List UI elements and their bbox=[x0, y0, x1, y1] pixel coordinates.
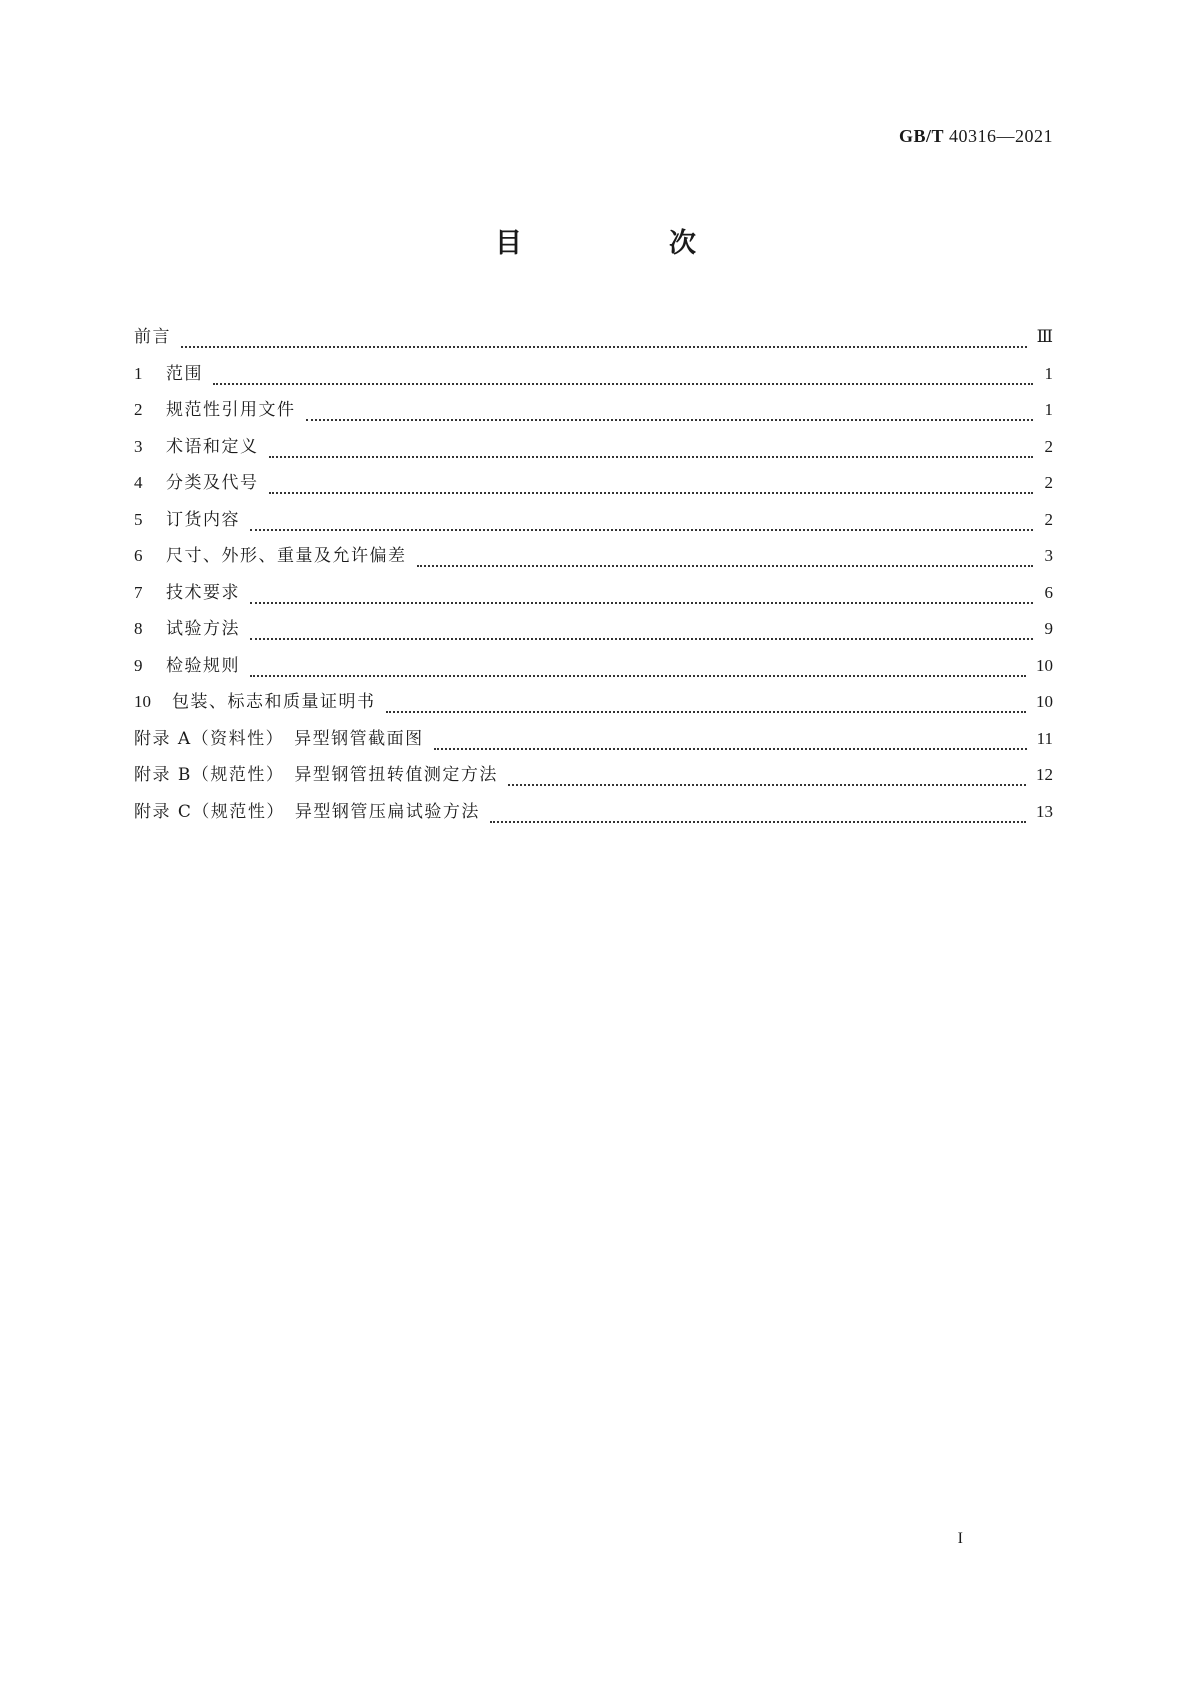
toc-entry-label: 分类及代号 bbox=[166, 473, 259, 493]
page-number: I bbox=[957, 1530, 963, 1547]
toc-entry-normative-references[interactable] bbox=[134, 399, 1053, 436]
dot-leader bbox=[417, 557, 1034, 569]
toc-entry-label: 附录 A（资料性） 异型钢管截面图 bbox=[134, 728, 424, 749]
toc-entry-ordering[interactable] bbox=[134, 509, 1053, 546]
toc-entry-label: 附录 B（规范性） 异型钢管扭转值测定方法 bbox=[134, 765, 498, 785]
dot-leader bbox=[213, 375, 1033, 387]
standard-prefix: GB/T bbox=[898, 126, 944, 146]
toc-entry-page: 3 bbox=[1044, 546, 1053, 565]
toc-entry-annex-a[interactable] bbox=[134, 728, 1053, 765]
toc-entry-terms-definitions[interactable] bbox=[134, 436, 1053, 473]
toc-entry-dimensions[interactable] bbox=[134, 545, 1053, 582]
toc-entry-packaging[interactable] bbox=[134, 691, 1053, 728]
toc-entry-number: 5 bbox=[134, 509, 143, 529]
toc-entry-page: 1 bbox=[1044, 400, 1053, 419]
toc-entry-number: 3 bbox=[134, 436, 143, 456]
table-of-contents bbox=[134, 326, 1053, 837]
toc-entry-label: 订货内容 bbox=[166, 509, 240, 530]
toc-entry-label: 术语和定义 bbox=[166, 436, 259, 457]
toc-entry-foreword[interactable] bbox=[134, 326, 1053, 363]
toc-entry-label: 前言 bbox=[134, 327, 171, 347]
toc-entry-label: 试验方法 bbox=[166, 619, 240, 639]
dot-leader bbox=[181, 338, 1027, 350]
toc-entry-number: 1 bbox=[134, 363, 143, 383]
toc-entry-page: 1 bbox=[1044, 363, 1053, 383]
toc-entry-label: 技术要求 bbox=[166, 582, 240, 603]
toc-entry-page: 13 bbox=[1036, 801, 1053, 821]
toc-entry-number: 2 bbox=[134, 400, 143, 419]
dot-leader bbox=[269, 448, 1034, 460]
toc-entry-number: 9 bbox=[134, 655, 143, 675]
page-title: 目 次 bbox=[495, 228, 756, 259]
dot-leader bbox=[250, 521, 1033, 533]
toc-entry-page: 6 bbox=[1044, 582, 1053, 602]
toc-entry-page: 2 bbox=[1044, 436, 1053, 456]
dot-leader bbox=[386, 703, 1027, 715]
toc-entry-annex-c[interactable] bbox=[134, 801, 1053, 838]
toc-entry-inspection-rules[interactable] bbox=[134, 655, 1053, 692]
dot-leader bbox=[250, 630, 1033, 642]
toc-entry-page: 12 bbox=[1036, 765, 1053, 784]
toc-entry-label: 规范性引用文件 bbox=[166, 400, 296, 420]
toc-entry-label: 范围 bbox=[166, 363, 203, 384]
toc-entry-number: 10 bbox=[134, 692, 151, 711]
dot-leader bbox=[434, 740, 1027, 752]
toc-entry-label: 包装、标志和质量证明书 bbox=[172, 692, 376, 712]
dot-leader bbox=[269, 484, 1034, 496]
toc-entry-number: 6 bbox=[134, 546, 143, 565]
toc-entry-label: 尺寸、外形、重量及允许偏差 bbox=[166, 546, 407, 566]
standard-number bbox=[899, 126, 1053, 147]
toc-entry-number: 7 bbox=[134, 582, 143, 602]
toc-entry-page: Ⅲ bbox=[1036, 327, 1053, 346]
toc-entry-page: 2 bbox=[1044, 509, 1053, 529]
toc-entry-page: 11 bbox=[1036, 728, 1053, 748]
toc-entry-technical-requirements[interactable] bbox=[134, 582, 1053, 619]
toc-entry-page: 10 bbox=[1036, 655, 1053, 675]
dot-leader bbox=[306, 411, 1034, 423]
dot-leader bbox=[250, 594, 1033, 606]
toc-entry-page: 2 bbox=[1044, 473, 1053, 492]
standard-code: 40316—2021 bbox=[949, 126, 1053, 146]
toc-entry-page: 9 bbox=[1044, 619, 1053, 638]
dot-leader bbox=[490, 813, 1026, 825]
dot-leader bbox=[508, 776, 1026, 788]
toc-entry-number: 4 bbox=[134, 473, 143, 492]
dot-leader bbox=[250, 667, 1026, 679]
toc-entry-page: 10 bbox=[1036, 692, 1053, 711]
toc-entry-label: 检验规则 bbox=[166, 655, 240, 676]
toc-entry-classification[interactable] bbox=[134, 472, 1053, 509]
toc-entry-scope[interactable] bbox=[134, 363, 1053, 400]
toc-entry-number: 8 bbox=[134, 619, 143, 638]
toc-entry-test-methods[interactable] bbox=[134, 618, 1053, 655]
toc-entry-label: 附录 C（规范性） 异型钢管压扁试验方法 bbox=[134, 801, 480, 822]
toc-entry-annex-b[interactable] bbox=[134, 764, 1053, 801]
